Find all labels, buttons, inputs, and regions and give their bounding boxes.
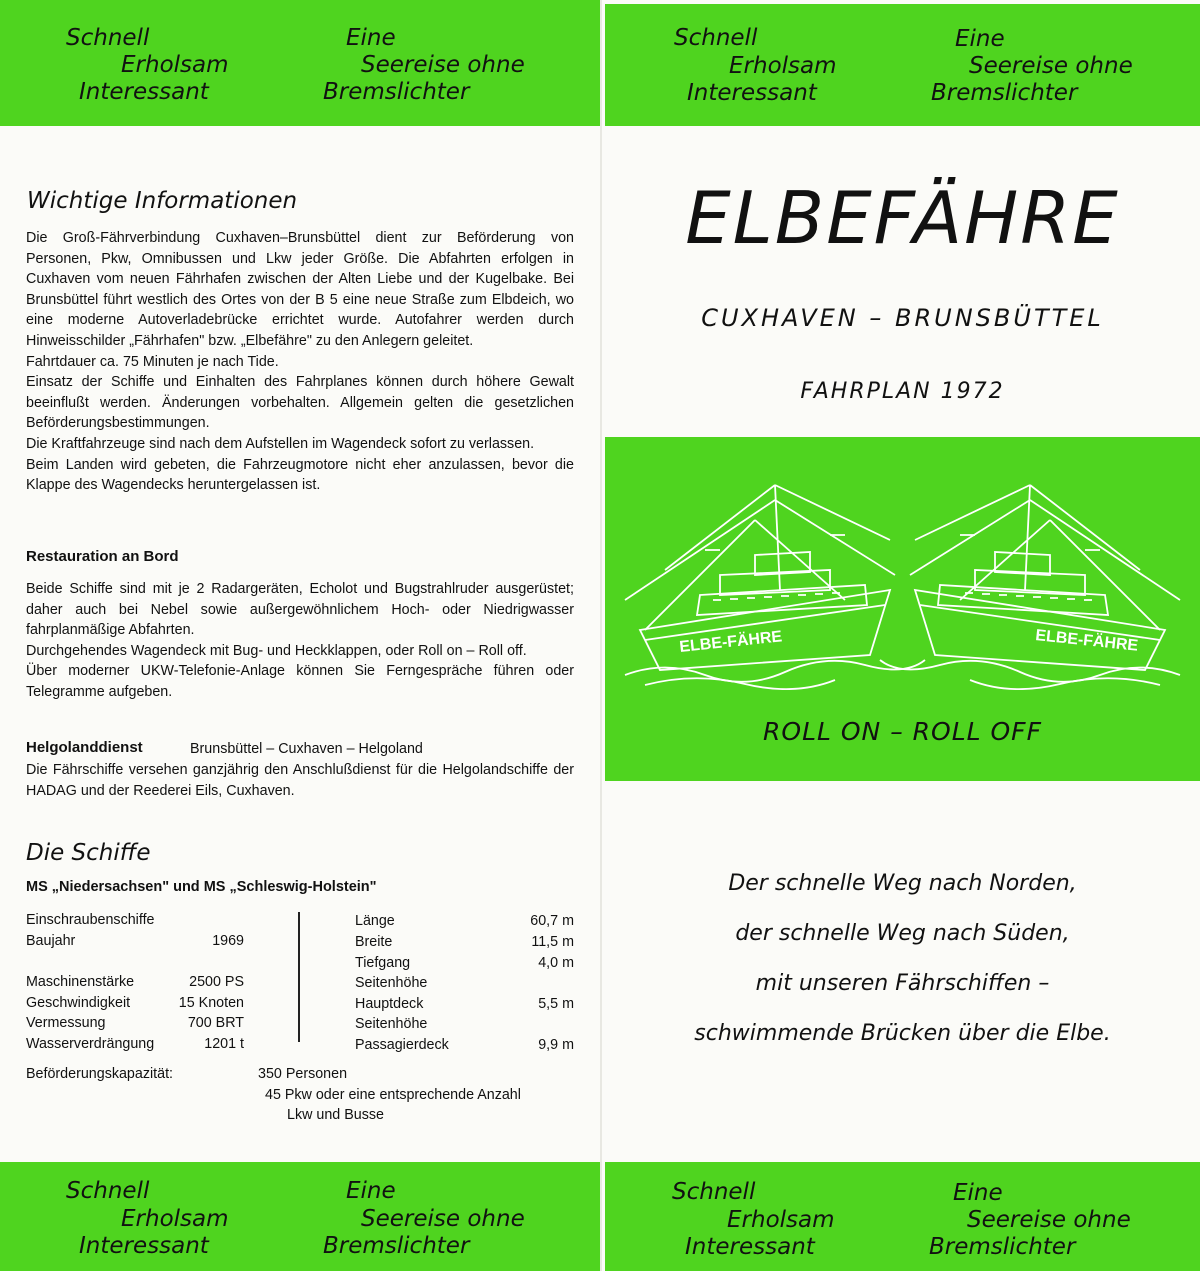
ships-heading: Die Schiffe: [26, 840, 151, 866]
slogan-eine: Eine: [955, 26, 1005, 52]
helgoland-text: [26, 760, 574, 801]
restauration-paragraph: Durchgehendes Wagendeck mit Bug- und Heckklappen, oder Roll on – Roll off.: [26, 642, 527, 659]
spec-label: Baujahr: [26, 933, 76, 949]
ship-left-drawing: [625, 485, 925, 689]
roll-on-roll-off: ROLL ON – ROLL OFF: [763, 717, 1042, 746]
capacity-label: Beförderungskapazität:: [26, 1066, 174, 1082]
slogan-schnell: Schnell: [66, 1178, 150, 1204]
slogan-erholsam: Erholsam: [729, 53, 837, 79]
info-heading: Wichtige Informationen: [27, 188, 298, 214]
spec-label: Maschinenstärke: [26, 974, 135, 990]
slogan-eine: Eine: [953, 1180, 1003, 1206]
spec-label: Passagierdeck: [355, 1037, 449, 1053]
capacity-line: Lkw und Busse: [287, 1107, 384, 1123]
restauration-text: [26, 579, 574, 703]
spec-label: Geschwindigkeit: [26, 995, 131, 1011]
capacity-line: 45 Pkw oder eine entsprechende Anzahl: [265, 1087, 521, 1103]
spec-value: 4,0 m: [538, 955, 574, 971]
info-paragraph: Die Groß-Fährverbindung Cuxhaven–Brunsbüttel dient zur Beförderung von Personen, Pkw, Omnibussen und Lkw jeder Größe. Die Abfahrten erfolgen in Cuxhaven vom neuen Fährhafen zwischen der Alten Liebe und der Kugelbake. Bei Brunsbüttel führt westlich des Ortes von der B 5 eine neue Straße zum Elbdeich, wo eine moderne Autoverladebrücke errichtet wurde. Autofahrer werden durch Hinweisschilder „Fährhafen" bzw. „Elbefähre" zu den Anlegern geleitet.: [26, 230, 574, 349]
spec-label: Wasserverdrängung: [26, 1036, 155, 1052]
info-paragraph: Die Kraftfahrzeuge sind nach dem Aufstellen im Wagendeck sofort zu verlassen.: [26, 435, 535, 452]
info-text: [26, 228, 574, 496]
helgoland-route: Brunsbüttel – Cuxhaven – Helgoland: [190, 741, 423, 757]
spec-value: 1201 t: [204, 1036, 244, 1052]
spec-label: Länge: [355, 913, 395, 929]
slogan-interessant: Interessant: [687, 80, 817, 106]
slogan-erholsam: Erholsam: [121, 52, 229, 78]
ships-illustration: [605, 480, 1200, 690]
claim-line: Der schnelle Weg nach Norden,: [728, 871, 1077, 896]
slogan-bremslichter: Bremslichter: [929, 1234, 1076, 1260]
slogan-bremslichter: Bremslichter: [323, 1233, 470, 1259]
spec-value: 9,9 m: [538, 1037, 574, 1053]
slogan-interessant: Interessant: [79, 79, 209, 105]
slogan-erholsam: Erholsam: [121, 1206, 229, 1232]
spec-value: 15 Knoten: [178, 995, 244, 1011]
spec-value: 11,5 m: [531, 934, 574, 950]
info-paragraph: Einsatz der Schiffe und Einhalten des Fahrplanes können durch höhere Gewalt beeinflußt werden. Änderungen vorbehalten. Allgemein gelten die gesetzlichen Beförderungsbestimmungen.: [26, 374, 574, 432]
brochure-title: ELBEFÄHRE: [685, 176, 1120, 260]
claim-line: der schnelle Weg nach Süden,: [735, 921, 1070, 946]
slogan-interessant: Interessant: [685, 1234, 815, 1260]
schedule-label: FAHRPLAN 1972: [800, 379, 1005, 404]
slogan-seereise: Seereise ohne: [361, 1206, 525, 1232]
slogan-schnell: Schnell: [66, 25, 150, 51]
slogan-interessant: Interessant: [79, 1233, 209, 1259]
hull-label-left: ELBE-FÄHRE: [678, 628, 783, 656]
restauration-heading: Restauration an Bord: [26, 548, 179, 565]
claim-line: mit unseren Fährschiffen –: [755, 971, 1050, 996]
slogan-seereise: Seereise ohne: [969, 53, 1133, 79]
ships-subtitle: MS „Niedersachsen" und MS „Schleswig-Holstein": [26, 879, 377, 895]
spec-label: Vermessung: [26, 1015, 106, 1031]
spec-value: 2500 PS: [189, 974, 244, 990]
spec-value: 60,7 m: [530, 913, 574, 929]
claim-line: schwimmende Brücken über die Elbe.: [694, 1021, 1111, 1046]
spec-label: Seitenhöhe: [355, 1016, 428, 1032]
spec-value: 700 BRT: [187, 1015, 244, 1031]
slogan-schnell: Schnell: [674, 25, 758, 51]
info-paragraph: Fahrtdauer ca. 75 Minuten je nach Tide.: [26, 353, 279, 370]
capacity-line: 350 Personen: [258, 1066, 348, 1082]
slogan-bremslichter: Bremslichter: [323, 79, 470, 105]
slogan-schnell: Schnell: [672, 1179, 756, 1205]
helgoland-paragraph: Die Fährschiffe versehen ganzjährig den Anschlußdienst für die Helgolandschiffe der HADAG und der Reederei Eils, Cuxhaven.: [26, 762, 574, 799]
spec-value: 5,5 m: [538, 996, 574, 1012]
ship-right-drawing: [880, 485, 1180, 689]
spec-label: Tiefgang: [355, 955, 411, 971]
slogan-seereise: Seereise ohne: [361, 52, 525, 78]
slogan-bremslichter: Bremslichter: [931, 80, 1078, 106]
restauration-paragraph: Beide Schiffe sind mit je 2 Radargeräten, Echolot und Bugstrahlruder ausgerüstet; daher auch bei Nebel sowie außergewöhnlichem Hoch- oder Niedrigwasser fahrplanmäßige Abfahrten.: [26, 581, 574, 639]
hull-label-right: ELBE-FÄHRE: [1034, 627, 1139, 655]
specs-divider: [298, 912, 300, 1042]
spec-label: Einschraubenschiffe: [26, 912, 155, 928]
slogan-eine: Eine: [346, 25, 396, 51]
helgoland-heading: Helgolanddienst: [26, 739, 143, 756]
spec-label: Seitenhöhe: [355, 975, 428, 991]
info-paragraph: Beim Landen wird gebeten, die Fahrzeugmotore nicht eher anzulassen, bevor die Klappe des Wagendecks heruntergelassen ist.: [26, 456, 574, 494]
spec-label: Breite: [355, 934, 393, 950]
slogan-eine: Eine: [346, 1178, 396, 1204]
slogan-seereise: Seereise ohne: [967, 1207, 1131, 1233]
route-subtitle: CUXHAVEN – BRUNSBÜTTEL: [701, 304, 1104, 332]
slogan-erholsam: Erholsam: [727, 1207, 835, 1233]
restauration-paragraph: Über moderner UKW-Telefonie-Anlage können Sie Ferngespräche führen oder Telegramme aufgeben.: [26, 663, 574, 700]
page-fold: [600, 0, 602, 1271]
spec-value: 1969: [212, 933, 244, 949]
spec-label: Hauptdeck: [355, 996, 424, 1012]
